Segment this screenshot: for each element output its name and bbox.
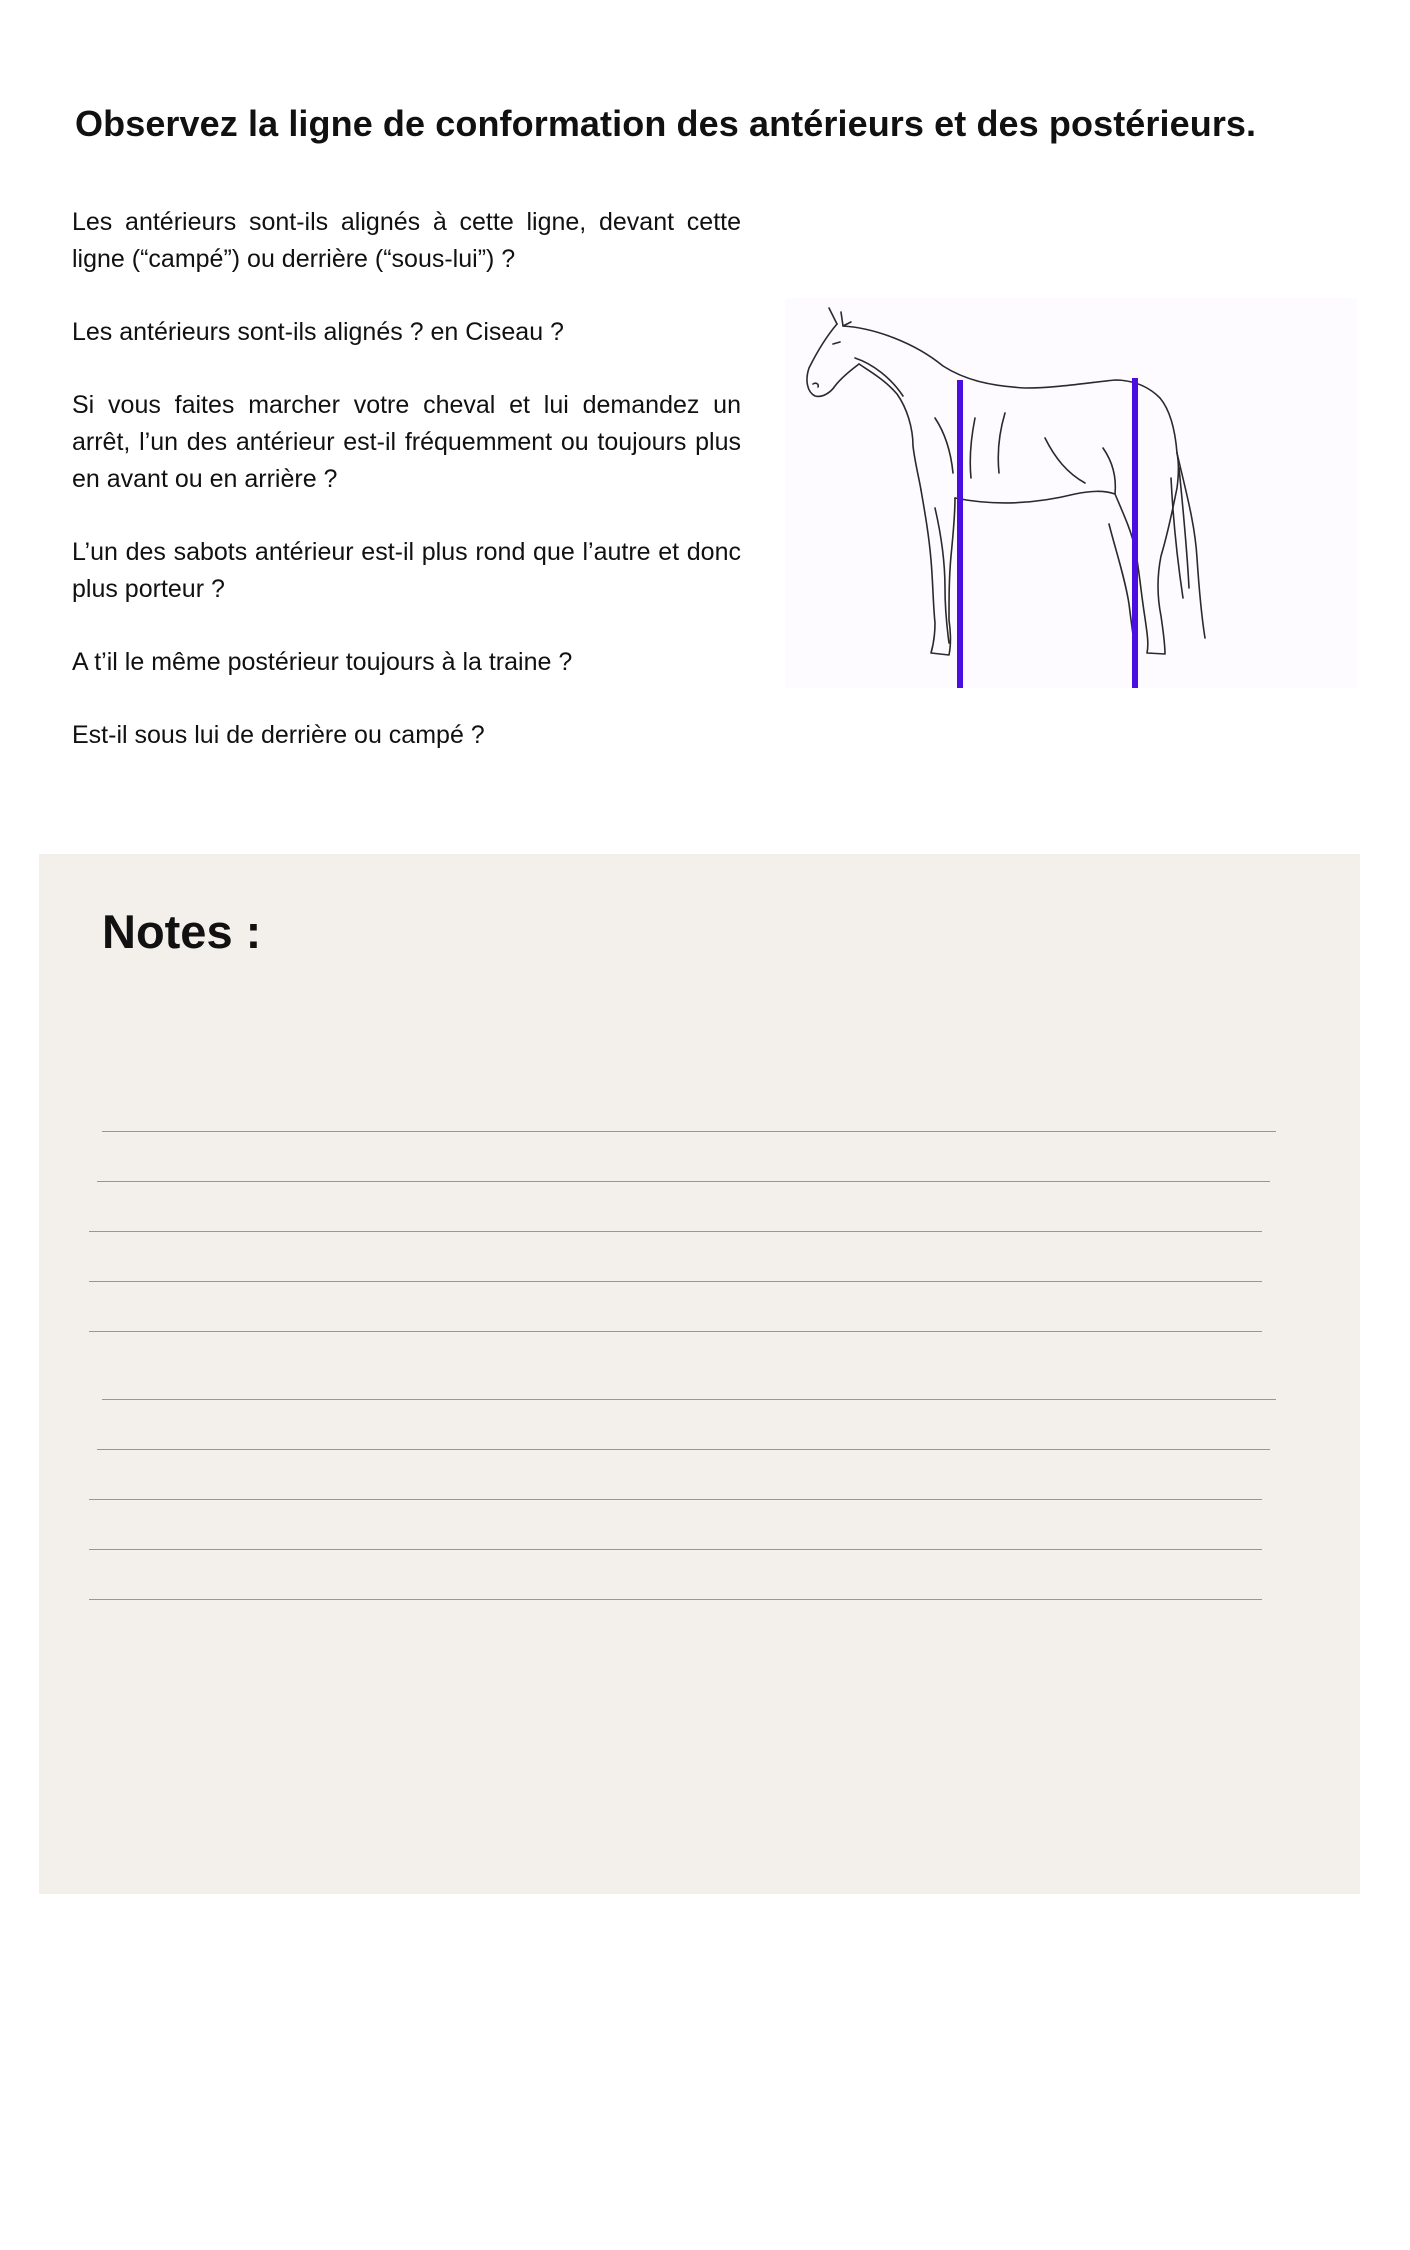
horse-tail [1171,453,1205,638]
horse-chest [859,364,921,490]
note-line[interactable] [97,1449,1270,1450]
questions-block [72,204,741,790]
question-hind-stance: Est-il sous lui de derrière ou campé ? [72,721,485,749]
note-line[interactable] [89,1331,1262,1332]
page-title: Observez la ligne de conformation des antérieurs et des postérieurs. [75,103,1257,144]
note-line[interactable] [102,1131,1276,1132]
question-hind-leg-trailing: A t’il le même postérieur toujours à la traine ? [72,648,573,676]
horse-conformation-illustration [785,298,1357,688]
horse-drawing [785,298,1357,688]
question-halt-foreleg-position: Si vous faites marcher votre cheval et lui demandez un arrêt, l’un des antérieur est-il fréquemment ou toujours plus en avant ou en arrière ? [72,391,741,493]
notes-panel [39,854,1360,1894]
note-line[interactable] [89,1549,1262,1550]
horse-hind-leg [1115,453,1179,654]
note-line[interactable] [89,1281,1262,1282]
notes-title[interactable]: Notes : [102,905,262,958]
note-line[interactable] [89,1499,1262,1500]
horse-belly [955,491,1115,503]
note-line[interactable] [89,1599,1262,1600]
horse-head [807,324,859,396]
horse-foreleg [921,490,955,655]
horse-ears [829,308,851,326]
question-forelegs-alignment: Les antérieurs sont-ils alignés à cette ligne, devant cette ligne (“campé”) ou derrière (“sous-lui”) ? [72,208,741,273]
note-line[interactable] [102,1399,1276,1400]
question-forelegs-scissor: Les antérieurs sont-ils alignés ? en Ciseau ? [72,318,564,346]
question-hoof-shape: L’un des sabots antérieur est-il plus rond que l’autre et donc plus porteur ? [72,538,741,603]
note-line[interactable] [97,1181,1270,1182]
note-line[interactable] [89,1231,1262,1232]
